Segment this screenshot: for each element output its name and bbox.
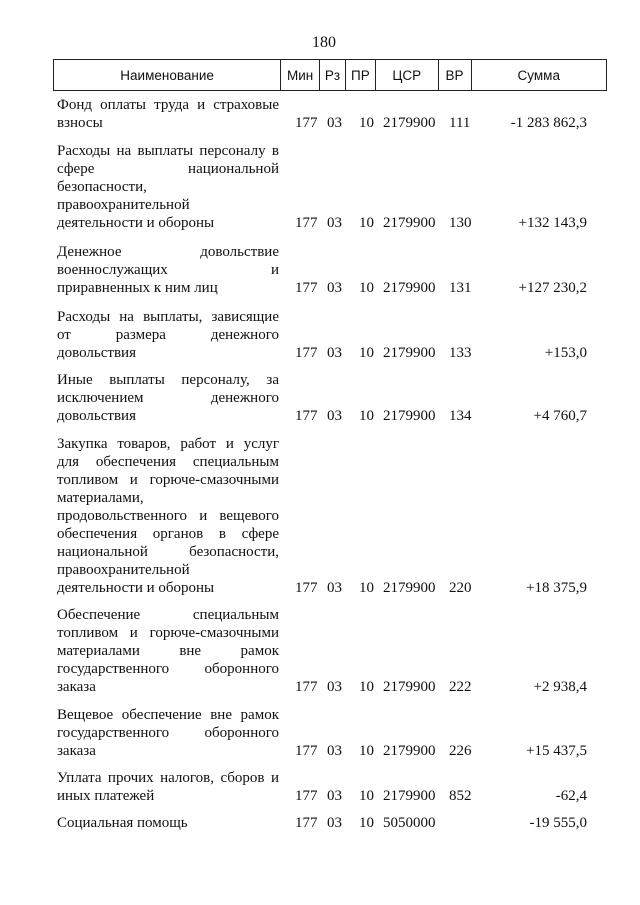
header-min: Мин	[281, 60, 320, 90]
table-row	[57, 243, 587, 297]
row-rz: 03	[327, 788, 342, 804]
row-sum: +15 437,5	[526, 743, 587, 759]
row-sum: -19 555,0	[529, 815, 587, 831]
row-values	[57, 678, 587, 696]
row-pr: 10	[359, 408, 374, 424]
row-csr: 2179900	[383, 788, 436, 804]
row-pr: 10	[359, 280, 374, 296]
row-name-line: Уплата прочих налогов, сборов и	[57, 770, 279, 786]
row-name-line: от размера денежного	[57, 327, 279, 343]
table-row	[57, 769, 587, 805]
header-name: Наименование	[54, 60, 281, 90]
row-name-line: приравненных к ним лиц	[57, 280, 218, 296]
row-min: 177	[295, 280, 318, 296]
row-sum: -62,4	[555, 788, 587, 804]
row-min: 177	[295, 815, 318, 831]
row-min: 177	[295, 345, 318, 361]
row-name	[57, 435, 279, 597]
row-name-line: материалами вне рамок	[57, 643, 279, 659]
row-pr: 10	[359, 679, 374, 695]
row-vr: 852	[449, 788, 472, 804]
row-min: 177	[295, 743, 318, 759]
row-sum: -1 283 862,3	[510, 115, 587, 131]
row-values	[57, 787, 587, 805]
row-name-line: обеспечения органов в сфере	[57, 526, 279, 542]
row-name-line: Обеспечение специальным	[57, 607, 279, 623]
row-name-line: правоохранительной	[57, 562, 190, 578]
row-pr: 10	[359, 215, 374, 231]
row-sum: +132 143,9	[518, 215, 587, 231]
row-pr: 10	[359, 743, 374, 759]
row-min: 177	[295, 408, 318, 424]
row-name-line: Расходы на выплаты персоналу в	[57, 143, 279, 159]
row-values	[57, 214, 587, 232]
row-name-line: государственного оборонного	[57, 661, 279, 677]
header-rz: Рз	[320, 60, 346, 90]
row-csr: 2179900	[383, 408, 436, 424]
row-name-line: для обеспечения специальным	[57, 454, 279, 470]
header-sum: Сумма	[517, 67, 560, 83]
row-rz: 03	[327, 280, 342, 296]
row-name-line: заказа	[57, 679, 96, 695]
row-name-line: Иные выплаты персоналу, за	[57, 372, 279, 388]
table-row	[57, 814, 587, 832]
row-values	[57, 279, 587, 297]
row-name-line: Фонд оплаты труда и страховые	[57, 97, 279, 113]
row-name-line: Вещевое обеспечение вне рамок	[57, 707, 279, 723]
row-vr: 111	[449, 115, 471, 131]
row-name-line: топливом и горюче-смазочными	[57, 625, 279, 641]
row-vr: 131	[449, 280, 472, 296]
row-name-line: топливом и горюче-смазочными	[57, 472, 279, 488]
row-values	[57, 579, 587, 597]
row-min: 177	[295, 115, 318, 131]
row-min: 177	[295, 215, 318, 231]
row-name-line: довольствия	[57, 408, 136, 424]
row-name-line: исключением денежного	[57, 390, 279, 406]
row-csr: 2179900	[383, 345, 436, 361]
table-row	[57, 308, 587, 362]
row-name-line: заказа	[57, 743, 96, 759]
table-body	[57, 96, 587, 832]
row-values	[57, 407, 587, 425]
row-sum: +2 938,4	[533, 679, 587, 695]
row-values	[57, 114, 587, 132]
row-vr: 222	[449, 679, 472, 695]
row-csr: 2179900	[383, 215, 436, 231]
row-vr: 220	[449, 580, 472, 596]
row-vr: 130	[449, 215, 472, 231]
row-min: 177	[295, 679, 318, 695]
row-values	[57, 814, 587, 832]
row-name-line: правоохранительной	[57, 197, 190, 213]
table-row	[57, 435, 587, 597]
row-rz: 03	[327, 580, 342, 596]
row-name-line: продовольственного и вещевого	[57, 508, 279, 524]
header-vr: ВР	[439, 60, 472, 90]
row-sum: +153,0	[544, 345, 587, 361]
row-pr: 10	[359, 580, 374, 596]
row-rz: 03	[327, 115, 342, 131]
row-csr: 2179900	[383, 280, 436, 296]
row-rz: 03	[327, 215, 342, 231]
table-header	[53, 59, 607, 91]
row-values	[57, 742, 587, 760]
row-name-line: Денежное довольствие	[57, 244, 279, 260]
row-name-line: деятельности и обороны	[57, 580, 215, 596]
row-vr: 133	[449, 345, 472, 361]
row-rz: 03	[327, 679, 342, 695]
row-name-line: деятельности и обороны	[57, 215, 215, 231]
row-name-line: государственного оборонного	[57, 725, 279, 741]
row-name-line: национальной безопасности,	[57, 544, 279, 560]
header-csr: ЦСР	[376, 60, 439, 90]
row-csr: 2179900	[383, 743, 436, 759]
row-pr: 10	[359, 815, 374, 831]
table-row	[57, 706, 587, 760]
row-min: 177	[295, 580, 318, 596]
table-row	[57, 371, 587, 425]
row-min: 177	[295, 788, 318, 804]
row-name-line: Социальная помощь	[57, 815, 188, 831]
row-name-line: Расходы на выплаты, зависящие	[57, 309, 279, 325]
row-rz: 03	[327, 815, 342, 831]
table-row	[57, 606, 587, 696]
row-pr: 10	[359, 788, 374, 804]
row-sum: +18 375,9	[526, 580, 587, 596]
row-name-line: довольствия	[57, 345, 136, 361]
header-pr: ПР	[346, 60, 376, 90]
row-csr: 5050000	[383, 815, 436, 831]
row-pr: 10	[359, 345, 374, 361]
row-rz: 03	[327, 743, 342, 759]
row-vr: 226	[449, 743, 472, 759]
row-name-line: сфере национальной	[57, 161, 279, 177]
table-row	[57, 96, 587, 132]
row-name-line: материалами,	[57, 490, 144, 506]
row-vr: 134	[449, 408, 472, 424]
row-sum: +4 760,7	[533, 408, 587, 424]
page-number: 180	[312, 34, 336, 51]
row-name-line: взносы	[57, 115, 103, 131]
table-row	[57, 142, 587, 232]
row-pr: 10	[359, 115, 374, 131]
row-sum: +127 230,2	[518, 280, 587, 296]
row-name-line: военнослужащих и	[57, 262, 279, 278]
row-csr: 2179900	[383, 580, 436, 596]
row-name-line: иных платежей	[57, 788, 155, 804]
row-rz: 03	[327, 408, 342, 424]
row-csr: 2179900	[383, 115, 436, 131]
row-name-line: безопасности,	[57, 179, 147, 195]
row-name-line: Закупка товаров, работ и услуг	[57, 436, 279, 452]
row-values	[57, 344, 587, 362]
row-csr: 2179900	[383, 679, 436, 695]
row-rz: 03	[327, 345, 342, 361]
